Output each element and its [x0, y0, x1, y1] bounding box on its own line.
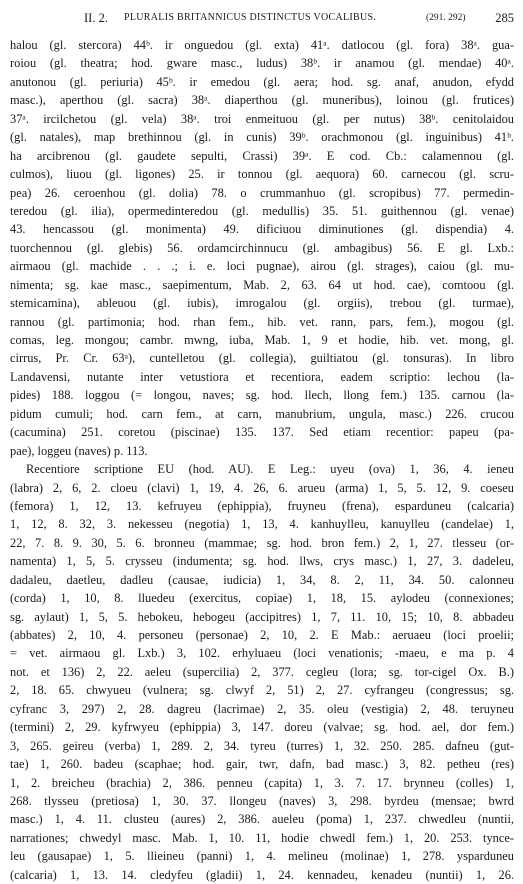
text-line: (labra) 2, 6, 2. cloeu (clavi) 1, 19, 4. 26, 6. arueu (arma) 1, 5, 5. 12, 9. coeseu — [10, 480, 514, 495]
text-line: culmos), liuou (gl. ligones) 25. ir tonnou (gl. aequora) 60. carnecou (gl. scru- — [10, 167, 514, 182]
text-line: tuorchennou (gl. glebis) 56. ordamcirchinnucu (gl. ambagibus) 56. E gl. Lxb.: — [10, 240, 514, 255]
text-line: comas, leg. mongou; cambr. mwng, iuba, Mab. 1, 9 et hodie, hib. vet. mong, gl. — [10, 333, 514, 347]
text-line: (femora) 1, 12, 13. kefruyeu (ephippia), fruyneu (frena), esparduneu (calcaria) — [10, 498, 514, 513]
running-title: PLURALIS BRITANNICUS DISTINCTUS VOCALIBUS. — [124, 12, 377, 23]
text-line: pae), loggeu (naves) p. 113. — [10, 443, 148, 458]
text-line: ha arcibrenou (gl. gaudete sepulti, Crassi) 39ᵃ. E cod. Cb.: calamennou (gl. — [10, 148, 514, 163]
text-line: 43. hencassou (gl. monimenta) 49. dificiuou diminutiones (gl. dispendia) 4. — [10, 222, 514, 237]
text-line: 3, 265. geireu (verba) 1, 289. 2, 34. tyreu (turres) 1, 32. 250. 285. dafneu (gut- — [10, 738, 514, 753]
text-line: anutonou (gl. periuria) 45ᵇ. ir emedou (gl. aera; hod. sg. anaf, anudon, efydd — [10, 74, 514, 89]
text-line: (termini) 2, 29. kyfrwyeu (ephippia) 3, 147. doreu (valvae; sg. hod. ael, dor fem.) — [10, 720, 514, 735]
text-line: leu (gausapae) 1, 5. llieineu (panni) 1, 4. melineu (molinae) 1, 278. ysparduneu — [10, 849, 514, 864]
text-line: (calcaria) 1, 13. 14. cledyfeu (gladii) 1, 24. kennadeu, kenadeu (nuntii) 1, 26. — [10, 867, 514, 882]
text-line: 268. tlysseu (pretiosa) 1, 30. 37. llongeu (naves) 3, 298. byrdeu (mensae; bwrd — [10, 793, 514, 808]
page-number: 285 — [495, 11, 514, 25]
text-line: Recentiore scriptione EU (hod. AU). E Leg.: uyeu (ova) 1, 36, 4. ieneu — [26, 462, 514, 477]
text-line: dadaleu, daetleu, dadleu (causae, iudicia) 1, 34, 8. 2, 11, 34. 50. calonneu — [10, 572, 514, 587]
folio-reference: (291. 292) — [426, 13, 466, 23]
text-line: roiou (gl. theatra; hod. gware masc., ludus) 38ᵇ. ir anamou (gl. mendae) 40ᵃ. — [10, 56, 514, 71]
text-line: (abbates) 2, 10, 4. personeu (personae) 2, 10, 2. E Mab.: aeruaeu (loci proelii; — [10, 628, 514, 642]
text-line: sg. aylaut) 1, 5, 5. hebokeu, hebogeu (accipitres) 1, 7, 11. 10, 15; 10, 8. abbadeu — [10, 609, 514, 624]
text-body — [10, 36, 514, 882]
text-line: rannou (gl. partimonia; hod. rhan fem., hib. vet. rann, pars, fem.), mogou (gl. — [10, 314, 514, 329]
running-header — [14, 9, 514, 27]
text-line: 1, 12, 8. 32, 3. nekesseu (negotia) 1, 13, 4. kanhuylleu, kanuylleu (candelae) 1, — [10, 517, 514, 532]
text-line: namenta) 1, 5, 5. crysseu (indumenta; sg. hod. llws, crys masc.) 1, 27, 3. dadeleu, — [10, 554, 514, 569]
text-line: halou (gl. stercora) 44ᵇ. ir onguedou (gl. exta) 41ᵃ. datlocou (gl. fora) 38ᵃ. gua- — [10, 38, 514, 52]
text-line: cirrus, Pr. Cr. 63ᵃ), cuntelletou (gl. collegia), guiltiatou (gl. tonsuras). In libro — [10, 351, 514, 366]
text-line: 22, 7. 8. 9. 30, 5. 6. bronneu (mammae; sg. hod. bron fem.) 2, 1, 27. tlesseu (or- — [10, 535, 514, 550]
text-line: nimenta; sg. kae masc., saepimentum, Mab. 2, 63. 64 ut hod. cae), comtoou (gl. — [10, 277, 514, 292]
text-line: Landavensi, nutante inter vetustiora et recentiora, eadem scriptio: lechou (la- — [10, 369, 514, 384]
text-line: pea) 26. ceroenhou (gl. dolia) 78. o crummanhuo (gl. scropibus) 77. permedin- — [10, 185, 514, 200]
text-line: narrationes; chwedyl masc. Mab. 1, 10. 11, hodie chwedl fem.) 1, 20. 253. tynce- — [10, 830, 514, 845]
text-line: = vet. airmaou gl. Lxb.) 3, 102. erhyluaeu (loci venationis; -maeu, e ma p. 4 — [10, 646, 514, 661]
text-line: 37ᵃ. ircilchetou (gl. vela) 38ᵃ. troi enmeituou (gl. per nutus) 38ᵇ. cenitolaidou — [10, 111, 514, 126]
text-line: airmaou (gl. machide . . .; i. e. loci pugnae), airou (gl. strages), caiou (gl. mu- — [10, 259, 514, 274]
text-line: not. et 136) 2, 22. aeleu (supercilia) 2, 377. cegleu (lora; sg. tor-cigel Ox. B.) — [10, 664, 514, 679]
text-line: 1, 2. breicheu (brachia) 2, 386. penneu (capita) 1, 3. 7. 17. brynneu (colles) 1, — [10, 775, 514, 790]
text-line: teredou (gl. ilia), opermedinteredou (gl. medullis) 35. 51. guithennou (gl. venae) — [10, 203, 514, 218]
text-line: pidum cumuli; hod. carn fem., at carn, manubrium, ungula, masc.) 226. crucou — [10, 406, 514, 421]
text-line: (corda) 1, 10, 8. lluedeu (exercitus, copiae) 1, 18, 15. aylodeu (connexiones; — [10, 591, 514, 606]
text-line: 2, 18. 65. chwyueu (vulnera; sg. clwyf 2, 51) 2, 27. cyfrangeu (congressus; sg. — [10, 683, 514, 698]
text-line: masc.) 1, 4. 11. clusteu (aures) 2, 386. aueleu (poma) 1, 237. chwedleu (nuntii, — [10, 812, 514, 827]
text-line: (cacumina) 251. coretou (piscinae) 135. 137. Sed etiam recentior: papeu (pa- — [10, 425, 514, 440]
section-number: II. 2. — [84, 11, 108, 25]
text-line: stemicamina), ableuou (gl. iubis), imrogalou (gl. orgiis), trebou (gl. turmae), — [10, 296, 514, 311]
text-line: cyfranc 3, 297) 2, 28. dagreu (lacrimae) 2, 35. oleu (vestigia) 2, 48. teruyneu — [10, 701, 514, 716]
text-line: masc.), aperthou (gl. sacra) 38ᵃ. diaperthou (gl. muneribus), loinou (gl. frutices) — [10, 93, 514, 108]
text-line: pides) 188. loggou (= longou, naves; sg. hod. llech, llong fem.) 135. carnou (la- — [10, 388, 514, 403]
text-line: tae) 1, 260. badeu (scaphae; hod. gair, twr, dafn, bad masc.) 3, 82. petheu (res) — [10, 757, 514, 772]
text-line: (gl. natales), map brethinnou (gl. in cunis) 39ᵇ. orachmonou (gl. inguinibus) 41ᵇ. — [10, 130, 514, 145]
